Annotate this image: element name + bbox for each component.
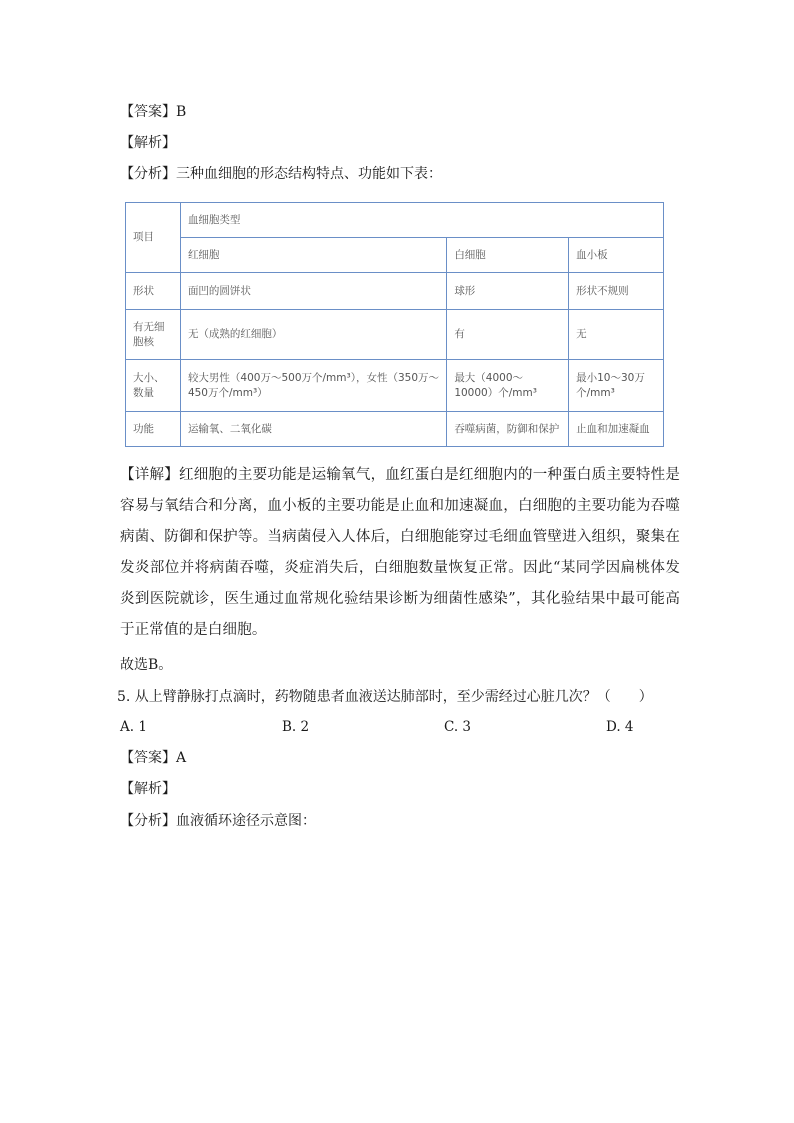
row-label: 大小、数量 [126,360,181,412]
cell-wbc: 球形 [447,273,569,310]
analysis-heading: 【解析】 [120,135,176,151]
analysis-heading-2: 【解析】 [120,781,176,797]
cell-wbc: 最大（4000～10000）个/mm³ [447,360,569,412]
table-col-rbc: 红细胞 [180,238,446,273]
cell-wbc: 有 [447,310,569,360]
cell-rbc: 运输氧、二氧化碳 [180,412,446,447]
option-d: D. 4 [606,719,634,735]
question-5: 5. 从上臂静脉打点滴时，药物随患者血液送达肺部时，至少需经过心脏几次？（ ） [117,689,653,705]
analysis-intro-2: 【分析】血液循环途径示意图： [120,813,316,829]
answer-label-2: 【答案】A [120,750,187,766]
option-a: A. 1 [120,719,147,735]
table-col-platelet: 血小板 [569,238,664,273]
table-row [126,273,664,310]
conclusion: 故选B。 [120,657,173,673]
detail-paragraph: 【详解】红细胞的主要功能是运输氧气，血红蛋白是红细胞内的一种蛋白质主要特性是容易与氧结合和分离，血小板的主要功能是止血和加速凝血，白细胞的主要功能为吞噬病菌、防御和保护等。当病菌侵入人体后，白细胞能穿过毛细血管壁进入组织，聚集在发炎部位并将病菌吞噬，炎症消失后，白细胞数量恢复正常。因此“某同学因扁桃体发炎到医院就诊，医生通过血常规化验结果诊断为细菌性感染”，其化验结果中最可能高于正常值的是白细胞。 [120,467,680,638]
row-label: 有无细胞核 [126,310,181,360]
answer-label: 【答案】B [120,104,187,120]
cell-platelet: 止血和加速凝血 [569,412,664,447]
option-c: C. 3 [444,719,472,735]
cell-platelet: 形状不规则 [569,273,664,310]
table-row [126,310,664,360]
cell-rbc: 较大男性（400万～500万个/mm³），女性（350万～450万个/mm³） [180,360,446,412]
cell-rbc: 面凹的圆饼状 [180,273,446,310]
table-col-wbc: 白细胞 [447,238,569,273]
row-label: 形状 [126,273,181,310]
table-header-item: 项目 [126,203,181,273]
row-label: 功能 [126,412,181,447]
cell-wbc: 吞噬病菌，防御和保护 [447,412,569,447]
table-row [126,360,664,412]
blood-cell-table [125,202,664,447]
option-b: B. 2 [282,719,310,735]
analysis-intro: 【分析】三种血细胞的形态结构特点、功能如下表： [120,166,442,182]
cell-rbc: 无（成熟的红细胞） [180,310,446,360]
table-header-group: 血细胞类型 [180,203,663,238]
cell-platelet: 最小10～30万个/mm³ [569,360,664,412]
table-row [126,412,664,447]
cell-platelet: 无 [569,310,664,360]
